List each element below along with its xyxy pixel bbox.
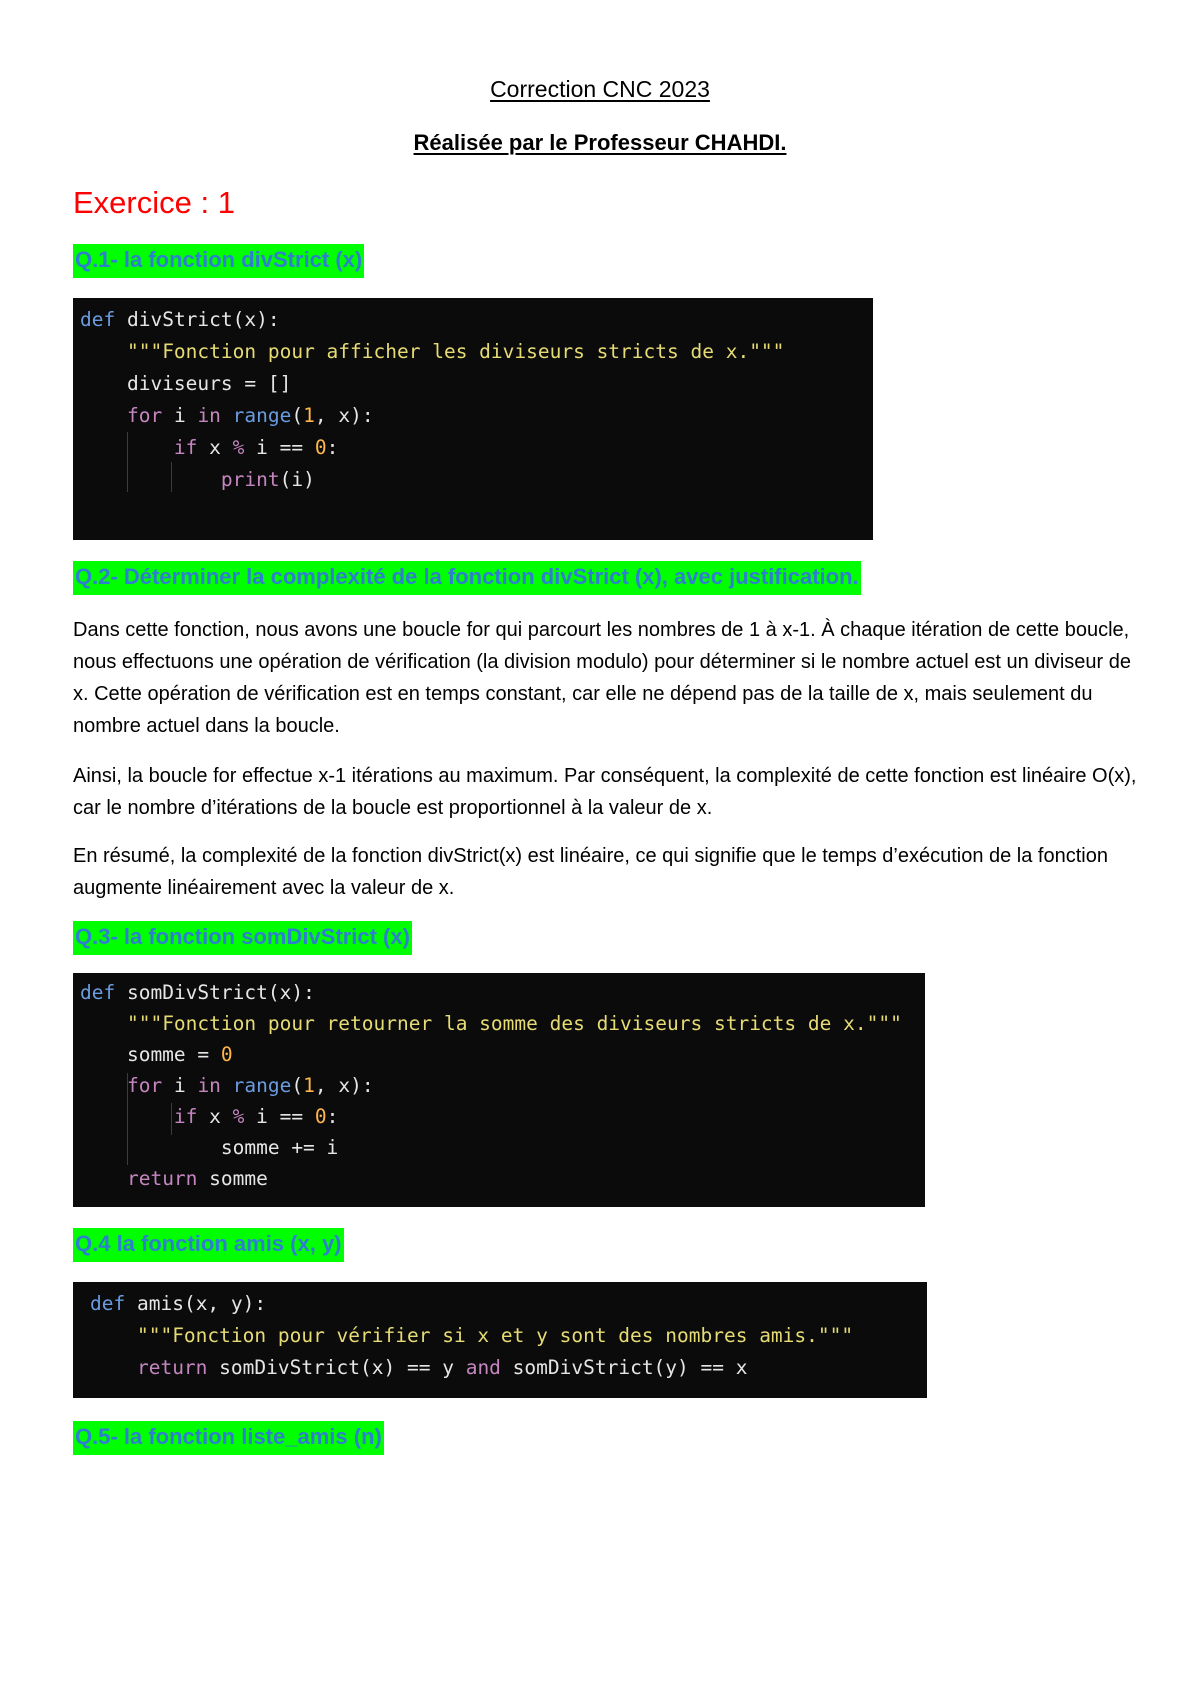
paragraph-complexity-explanation: Dans cette fonction, nous avons une boucle for qui parcourt les nombres de 1 à x-1. À chaque itération de cette boucle, nous effectuons une opération de vérification (la division modulo) pour déterminer si le nombre actuel est un diviseur de x. Cette opération de vérification est en temps constant, car elle ne dépend pas de la taille de x, mais seulement du nombre actuel dans la boucle. xyxy=(73,619,1132,737)
question-3-heading: Q.3- la fonction somDivStrict (x) xyxy=(73,921,412,955)
code-line: return somDivStrict(x) == y and somDivStrict(y) == x xyxy=(136,1356,748,1379)
document-title: Correction CNC 2023 xyxy=(490,76,710,102)
question-5-heading: Q.5- la fonction liste_amis (n) xyxy=(73,1421,384,1455)
code-block-amis xyxy=(73,1282,927,1398)
question-2-heading: Q.2- Déterminer la complexité de la fonction divStrict (x), avec justification. xyxy=(73,561,861,595)
code-line: def divStrict(x): xyxy=(80,308,280,331)
code-block-divstrict xyxy=(73,298,873,540)
code-line: print(i) xyxy=(220,468,315,491)
exercise-heading: Exercice : 1 xyxy=(73,185,235,220)
document-subtitle: Réalisée par le Professeur CHAHDI. xyxy=(413,130,787,155)
paragraph-complexity-summary: En résumé, la complexité de la fonction divStrict(x) est linéaire, ce qui signifie que le temps d’exécution de la fonction augmente linéairement avec la valeur de x. xyxy=(73,845,1108,899)
code-line: for i in range(1, x): xyxy=(126,404,374,427)
question-1-heading: Q.1- la fonction divStrict (x) xyxy=(73,244,364,278)
code-line: return somme xyxy=(126,1167,268,1190)
code-line: """Fonction pour afficher les diviseurs stricts de x.""" xyxy=(126,340,785,363)
paragraph-complexity-conclusion: Ainsi, la boucle for effectue x-1 itérations au maximum. Par conséquent, la complexité de cette fonction est linéaire O(x), car le nombre d’itérations de la boucle est proportionnel à la valeur de x. xyxy=(73,765,1137,819)
code-block-somdivstrict xyxy=(73,973,925,1207)
code-line: somme += i xyxy=(80,1136,339,1159)
code-line: """Fonction pour retourner la somme des diviseurs stricts de x.""" xyxy=(126,1012,902,1035)
code-line: if x % i == 0: xyxy=(173,1105,339,1128)
code-line: if x % i == 0: xyxy=(173,436,339,459)
question-4-heading: Q.4 la fonction amis (x, y) xyxy=(73,1228,344,1262)
code-line: """Fonction pour vérifier si x et y sont des nombres amis.""" xyxy=(136,1324,854,1347)
code-line: for i in range(1, x): xyxy=(126,1074,374,1097)
code-line: diviseurs = [] xyxy=(80,372,292,395)
code-line: def somDivStrict(x): xyxy=(80,981,315,1004)
code-line: somme = 0 xyxy=(80,1043,233,1066)
code-line: def amis(x, y): xyxy=(90,1292,267,1315)
